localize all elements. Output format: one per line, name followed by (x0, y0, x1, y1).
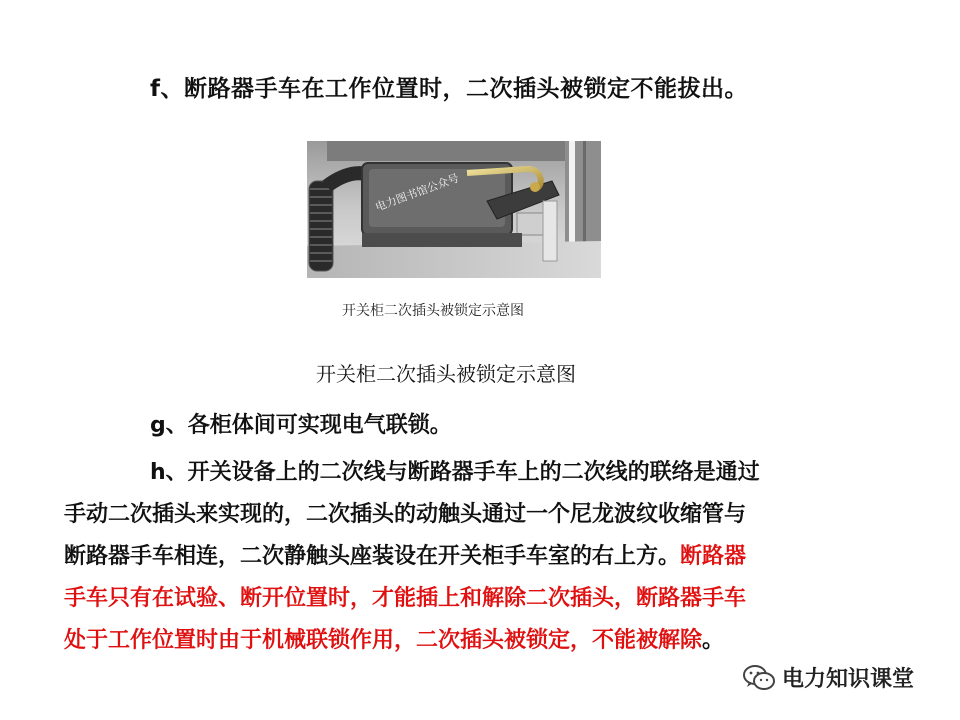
paragraph-line-3-normal: 断路器手车相连，二次静触头座装设在开关柜手车室的右上方。 (64, 544, 681, 569)
paragraph-line-5 (64, 620, 914, 662)
paragraph-line-3 (64, 536, 914, 578)
item-h-paragraph (64, 452, 914, 662)
paragraph-line-4-highlight: 手车只有在试验、断开位置时，才能插上和解除二次插头，断路器手车 (64, 586, 747, 611)
photo-caption: 开关柜二次插头被锁定示意图 (342, 303, 524, 319)
footer-brand (742, 662, 914, 693)
slide-heading: f、断路器手车在工作位置时，二次插头被锁定不能拔出。 (150, 76, 749, 102)
item-g-text: g、各柜体间可实现电气联锁。 (150, 413, 452, 438)
paragraph-line-3-highlight: 断路器 (680, 544, 747, 569)
figure-title: 开关柜二次插头被锁定示意图 (316, 362, 576, 386)
paragraph-line-1: h、开关设备上的二次线与断路器手车上的二次线的联络是通过 (150, 460, 760, 485)
paragraph-line-5-end: 。 (702, 628, 725, 653)
wechat-icon (742, 664, 776, 692)
photo-illustration (307, 141, 601, 278)
paragraph-line-5-highlight: 处于工作位置时由于机械联锁作用，二次插头被锁定，不能被解除 (64, 628, 703, 653)
locked-plug-photo (307, 141, 601, 278)
photo-watermark: 电力图书馆公众号 (373, 171, 461, 214)
paragraph-line-2: 手动二次插头来实现的，二次插头的动触头通过一个尼龙波纹收缩管与 (64, 502, 747, 527)
footer-brand-text: 电力知识课堂 (782, 667, 915, 692)
